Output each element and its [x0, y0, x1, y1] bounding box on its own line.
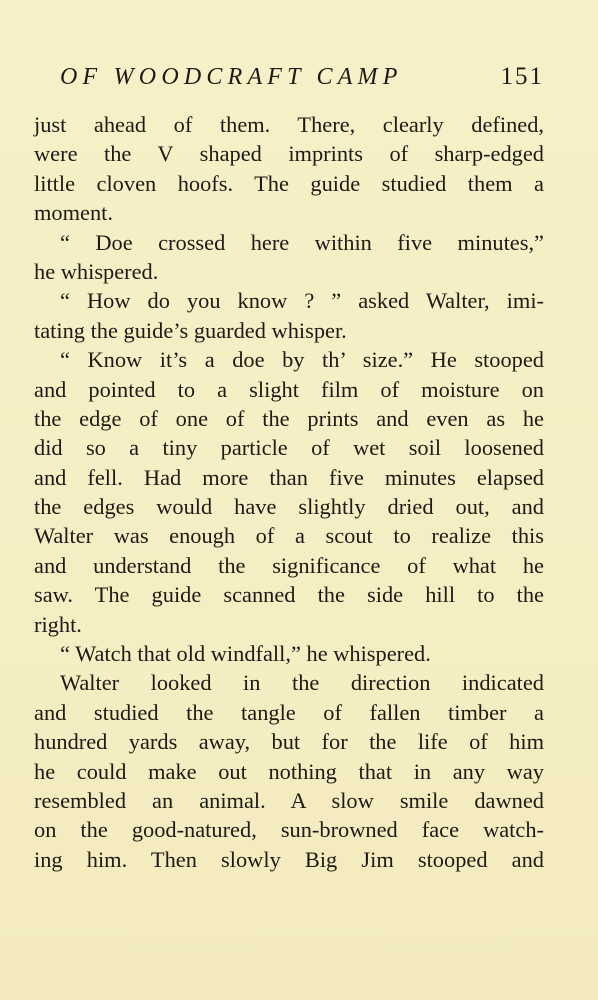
text-line: he could make out nothing that in any way [34, 758, 544, 784]
text-line: were the V shaped imprints of sharp-edged [34, 141, 544, 167]
text-line: resembled an animal. A slow smile dawned [34, 787, 544, 813]
text-line: little cloven hoofs. The guide studied them a [34, 170, 544, 196]
text-line: the edges would have slightly dried out, and [34, 494, 544, 520]
page-number: 151 [500, 63, 544, 90]
text-line: tating the guide’s guarded whisper. [34, 317, 347, 343]
text-line: did so a tiny particle of wet soil loosened [34, 435, 544, 461]
text-line: just ahead of them. There, clearly defined, [34, 112, 544, 137]
text-line: he whispered. [34, 258, 159, 284]
text-line: the edge of one of the prints and even as he [34, 405, 544, 431]
running-head [34, 62, 544, 96]
text-line: right. [34, 611, 82, 637]
text-line: and understand the significance of what he [34, 552, 544, 578]
text-line: “ How do you know ? ” asked Walter, imi- [60, 288, 544, 314]
running-head-title: OF WOODCRAFT CAMP [60, 64, 403, 90]
body-text [34, 110, 544, 874]
text-line: and pointed to a slight film of moisture on [34, 376, 544, 402]
text-line: ing him. Then slowly Big Jim stooped and [34, 846, 544, 872]
text-line: “ Doe crossed here within five minutes,” [60, 229, 544, 255]
text-line: “ Watch that old windfall,” he whispered. [60, 641, 431, 667]
text-line: hundred yards away, but for the life of him [34, 729, 544, 755]
text-line: on the good-natured, sun-browned face watch- [34, 817, 544, 843]
text-line: Walter looked in the direction indicated [60, 670, 544, 696]
text-line: and studied the tangle of fallen timber a [34, 699, 544, 725]
text-line: moment. [34, 200, 113, 226]
text-line: “ Know it’s a doe by th’ size.” He stooped [60, 347, 544, 373]
text-line: saw. The guide scanned the side hill to the [34, 582, 544, 608]
text-line: and fell. Had more than five minutes elapsed [34, 464, 544, 490]
text-line: Walter was enough of a scout to realize this [34, 523, 544, 549]
